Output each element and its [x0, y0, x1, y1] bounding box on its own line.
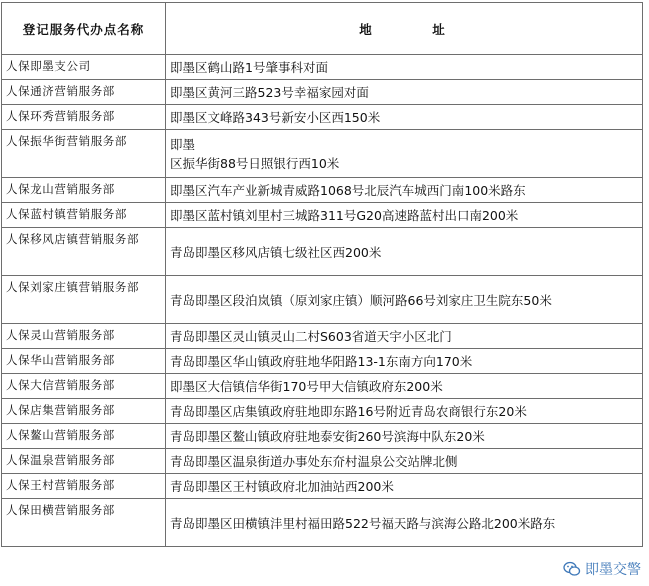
service-point-address: 即墨区汽车产业新城青威路1068号北辰汽车城西门南100米路东 [166, 178, 643, 203]
service-point-address: 青岛即墨区段泊岚镇（原刘家庄镇）顺河路66号刘家庄卫生院东50米 [166, 276, 643, 324]
service-point-address: 青岛即墨区店集镇政府驻地即东路16号附近青岛农商银行东20米 [166, 399, 643, 424]
service-point-address: 青岛即墨区移风店镇七级社区西200米 [166, 228, 643, 276]
service-point-name: 人保移风店镇营销服务部 [2, 228, 166, 276]
service-point-name: 人保大信营销服务部 [2, 374, 166, 399]
service-point-address: 青岛即墨区温泉街道办事处东夼村温泉公交站牌北侧 [166, 449, 643, 474]
table-row [2, 276, 643, 324]
table-row [2, 80, 643, 105]
watermark [563, 559, 641, 579]
service-point-address: 即墨区文峰路343号新安小区西150米 [166, 105, 643, 130]
table-row [2, 55, 643, 80]
service-point-name: 人保通济营销服务部 [2, 80, 166, 105]
service-points-table [1, 2, 643, 547]
service-point-address: 即墨区大信镇信华街170号甲大信镇政府东200米 [166, 374, 643, 399]
table-row [2, 399, 643, 424]
service-point-name: 人保温泉营销服务部 [2, 449, 166, 474]
service-point-address: 即墨 区振华街88号日照银行西10米 [166, 130, 643, 178]
table-row [2, 228, 643, 276]
service-point-name: 人保王村营销服务部 [2, 474, 166, 499]
table-row [2, 203, 643, 228]
service-point-address: 青岛即墨区田横镇沣里村福田路522号福天路与滨海公路北200米路东 [166, 499, 643, 547]
service-point-name: 人保环秀营销服务部 [2, 105, 166, 130]
service-point-name: 人保蓝村镇营销服务部 [2, 203, 166, 228]
service-point-address: 青岛即墨区华山镇政府驻地华阳路13-1东南方向170米 [166, 349, 643, 374]
table-row [2, 349, 643, 374]
service-point-address: 即墨区蓝村镇刘里村三城路311号G20高速路蓝村出口南200米 [166, 203, 643, 228]
watermark-text: 即墨交警 [585, 562, 641, 578]
service-point-name: 人保华山营销服务部 [2, 349, 166, 374]
table-row [2, 178, 643, 203]
table-row [2, 130, 643, 178]
service-point-name: 人保灵山营销服务部 [2, 324, 166, 349]
service-point-address: 即墨区黄河三路523号幸福家园对面 [166, 80, 643, 105]
service-point-name: 人保鳌山营销服务部 [2, 424, 166, 449]
service-point-address: 即墨区鹤山路1号肇事科对面 [166, 55, 643, 80]
table-row [2, 105, 643, 130]
header-address: 地 址 [166, 3, 643, 55]
table-row [2, 324, 643, 349]
table-header-row [2, 3, 643, 55]
service-point-name: 人保店集营销服务部 [2, 399, 166, 424]
service-point-address: 青岛即墨区鳌山镇政府驻地泰安街260号滨海中队东20米 [166, 424, 643, 449]
service-point-name: 人保田横营销服务部 [2, 499, 166, 547]
service-point-address: 青岛即墨区王村镇政府北加油站西200米 [166, 474, 643, 499]
service-point-name: 人保即墨支公司 [2, 55, 166, 80]
service-point-name: 人保刘家庄镇营销服务部 [2, 276, 166, 324]
wechat-icon [563, 560, 581, 578]
table-row [2, 374, 643, 399]
table-row [2, 474, 643, 499]
table-row [2, 449, 643, 474]
service-point-address: 青岛即墨区灵山镇灵山二村S603省道天宇小区北门 [166, 324, 643, 349]
service-point-name: 人保振华街营销服务部 [2, 130, 166, 178]
table-row [2, 499, 643, 547]
service-point-name: 人保龙山营销服务部 [2, 178, 166, 203]
table-row [2, 424, 643, 449]
header-name: 登记服务代办点名称 [2, 3, 166, 55]
